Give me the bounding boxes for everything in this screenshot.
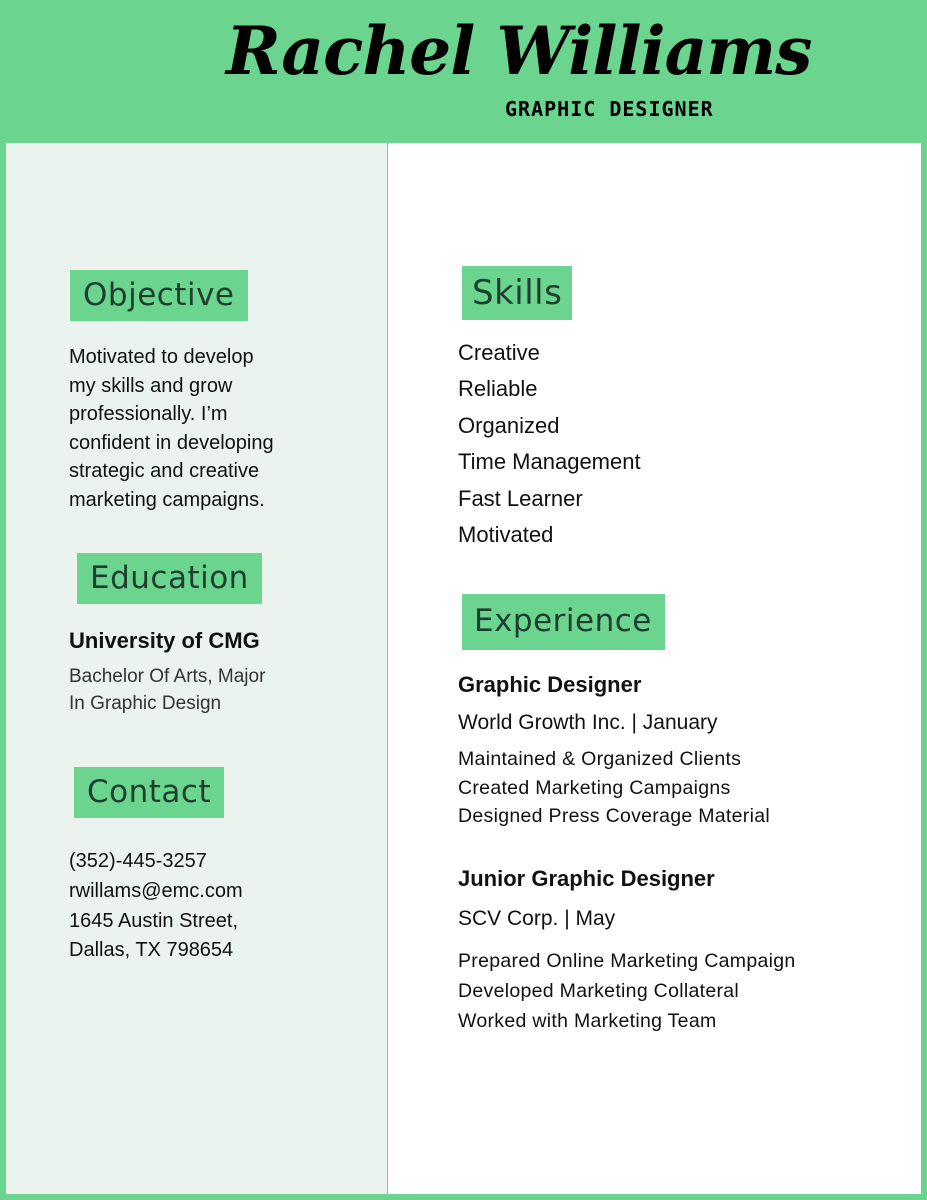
job-company: SCV Corp. | May bbox=[458, 907, 616, 930]
job-company: World Growth Inc. | January bbox=[458, 711, 718, 734]
job-duty: Designed Press Coverage Material bbox=[458, 805, 770, 827]
job-role: Junior Graphic Designer bbox=[458, 866, 715, 891]
contact-address-line2: Dallas, TX 798654 bbox=[69, 939, 234, 961]
job-title: GRAPHIC DESIGNER bbox=[505, 97, 714, 121]
header-banner bbox=[0, 0, 927, 143]
education-heading: Education bbox=[77, 553, 262, 604]
contact-heading: Contact bbox=[74, 767, 224, 818]
skill-item: Organized bbox=[458, 413, 560, 438]
education-degree-line: In Graphic Design bbox=[69, 693, 222, 714]
skill-item: Fast Learner bbox=[458, 486, 583, 511]
skills-heading: Skills bbox=[462, 266, 572, 320]
objective-line: Motivated to develop bbox=[69, 346, 254, 368]
education-degree-line: Bachelor Of Arts, Major bbox=[69, 666, 266, 687]
objective-line: marketing campaigns. bbox=[69, 488, 265, 511]
candidate-name: Rachel Williams bbox=[226, 12, 812, 90]
education-school: University of CMG bbox=[69, 628, 260, 653]
objective-line: my skills and grow bbox=[69, 374, 233, 397]
objective-line: professionally. I’m bbox=[69, 403, 228, 425]
job-role: Graphic Designer bbox=[458, 672, 642, 697]
objective-heading: Objective bbox=[70, 270, 248, 321]
job-duty: Prepared Online Marketing Campaign bbox=[458, 950, 796, 972]
objective-line: confident in developing bbox=[69, 431, 274, 454]
job-duty: Developed Marketing Collateral bbox=[458, 980, 740, 1002]
skill-item: Motivated bbox=[458, 522, 554, 547]
contact-email: rwillams@emc.com bbox=[69, 880, 243, 902]
skill-item: Time Management bbox=[458, 449, 641, 474]
skill-item: Creative bbox=[458, 340, 540, 365]
job-duty: Maintained & Organized Clients bbox=[458, 748, 742, 770]
job-duty: Worked with Marketing Team bbox=[458, 1010, 717, 1032]
experience-heading: Experience bbox=[462, 594, 665, 650]
contact-address-line1: 1645 Austin Street, bbox=[69, 910, 239, 932]
skill-item: Reliable bbox=[458, 376, 538, 401]
contact-phone: (352)-445-3257 bbox=[69, 850, 207, 872]
job-duty: Created Marketing Campaigns bbox=[458, 777, 731, 799]
objective-line: strategic and creative bbox=[69, 460, 260, 482]
